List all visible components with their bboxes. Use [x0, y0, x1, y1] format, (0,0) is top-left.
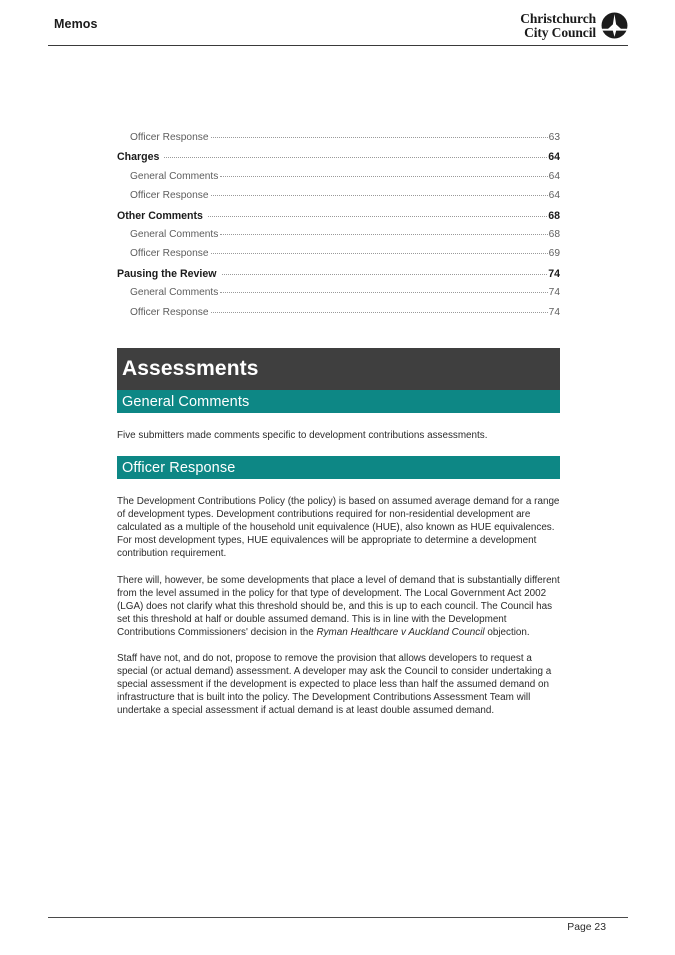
toc-entry-label: Officer Response	[130, 306, 209, 318]
subsection-banner-officer-response	[117, 456, 560, 479]
page-footer	[48, 917, 628, 933]
toc-dot-leader	[211, 312, 548, 313]
page-header	[48, 12, 628, 48]
toc-entry-page: 74	[548, 306, 560, 318]
logo-line-city-council: City Council	[524, 24, 596, 40]
toc-entry[interactable]	[117, 171, 560, 190]
toc-entry-label: Officer Response	[130, 132, 209, 143]
toc-entry-label: General Comments	[130, 287, 219, 299]
toc-entry-page: 64	[548, 170, 560, 182]
toc-dot-leader	[208, 216, 547, 217]
page-title: Memos	[54, 17, 98, 31]
toc-entry[interactable]	[117, 248, 560, 267]
officer-response-paragraph-3: Staff have not, and do not, propose to remove the provision that allows developers to request a special (or actual demand) assessment. A developer may ask the Council to consider undertaking a special assessment if the development is expected to place less than half the assumed demand on infrastructure that is built into the policy. The Development Contributions Assessment Team will undertake a special assessment if actual demand is at least double assumed demand.	[117, 653, 552, 717]
toc-entry[interactable]	[117, 229, 560, 248]
toc-entry-label: General Comments	[130, 228, 219, 240]
footer-page-number: Page 23	[567, 922, 606, 933]
general-comments-body-block	[117, 429, 560, 442]
council-logo	[520, 12, 628, 40]
section-banner-title: Assessments	[122, 357, 259, 380]
table-of-contents	[117, 132, 560, 326]
christchurch-city-council-emblem-icon	[601, 12, 628, 39]
logo-line-christchurch: Christchurch	[520, 11, 596, 26]
toc-dot-leader	[220, 292, 547, 293]
toc-dot-leader	[164, 157, 547, 158]
toc-entry[interactable]	[117, 210, 560, 229]
toc-entry-label: Officer Response	[130, 190, 209, 202]
case-citation: Ryman Healthcare v Auckland Council	[316, 626, 485, 638]
toc-entry[interactable]	[117, 151, 560, 170]
toc-entry-page: 74	[548, 287, 560, 299]
officer-response-body-block	[117, 652, 560, 717]
toc-entry-label: Officer Response	[130, 248, 209, 260]
paragraph-2-lead-text: There will, however, be some developments that place a level of demand that is substantially different from the level assumed in the policy for that type of development. The Local Government Act 2002 (LGA) does not clarify what this threshold should be, and this is up to each council. The Council has set this threshold at half or double assumed demand. This is in line with the Development Contributions Commissioners' decision in the	[117, 574, 560, 638]
toc-entry-page: 64	[548, 151, 560, 164]
subsection-banner-title: General Comments	[122, 393, 250, 410]
toc-entry[interactable]	[117, 268, 560, 287]
toc-dot-leader	[220, 234, 547, 235]
toc-entry-page: 64	[548, 190, 560, 202]
toc-dot-leader	[211, 195, 548, 196]
toc-dot-leader	[211, 253, 548, 254]
toc-entry[interactable]	[117, 190, 560, 209]
toc-dot-leader	[211, 137, 548, 138]
subsection-banner-general-comments	[117, 390, 560, 413]
header-divider	[48, 45, 628, 46]
toc-entry-label: Other Comments	[117, 209, 203, 222]
toc-entry-page: 68	[548, 209, 560, 222]
toc-entry-label: General Comments	[130, 170, 219, 182]
logo-wordmark	[520, 12, 596, 40]
toc-dot-leader	[220, 176, 547, 177]
general-comments-paragraph: Five submitters made comments specific to development contributions assessments.	[117, 430, 488, 441]
toc-entry-page: 74	[548, 267, 560, 280]
footer-divider	[48, 917, 628, 918]
section-banner-assessments	[117, 348, 560, 390]
officer-response-body-block	[117, 574, 560, 639]
toc-entry-page: 69	[548, 248, 560, 260]
toc-entry[interactable]	[117, 287, 560, 306]
toc-entry-label: Charges	[117, 151, 160, 164]
toc-entry[interactable]	[117, 132, 560, 151]
officer-response-paragraph-1: The Development Contributions Policy (the policy) is based on assumed average demand for a range of development types. Development contributions required for non-residential development are calculated as a multiple of the household unit equivalence (HUE), also known as HUE equivalences. For most development types, HUE equivalences will be appropriate to determine a development contribution requirement.	[117, 496, 560, 560]
toc-entry[interactable]	[117, 307, 560, 326]
toc-entry-page: 68	[548, 228, 560, 240]
toc-entry-page: 63	[548, 132, 560, 143]
paragraph-2-tail-text: objection.	[484, 626, 530, 638]
officer-response-paragraph-2	[117, 574, 560, 639]
officer-response-body-block	[117, 495, 560, 560]
assessments-section	[117, 348, 560, 718]
toc-entry-label: Pausing the Review	[117, 267, 217, 280]
toc-dot-leader	[222, 274, 548, 275]
subsection-banner-title: Officer Response	[122, 459, 236, 476]
